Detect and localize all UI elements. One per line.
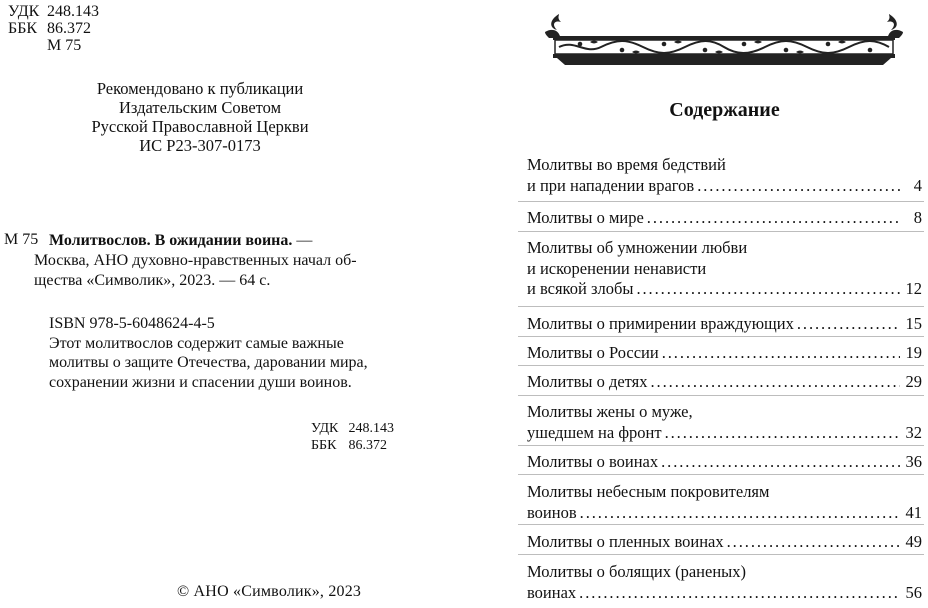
book-title: Молитвослов. В ожидании воина. bbox=[49, 232, 293, 249]
copyright: © АНО «Символик», 2023 bbox=[177, 583, 362, 600]
toc-entry[interactable] bbox=[527, 482, 922, 523]
toc-separator bbox=[518, 474, 924, 475]
toc-entry-label: Молитвы о мире bbox=[527, 208, 644, 227]
toc-entry-label: и при нападении врагов bbox=[527, 175, 695, 195]
author-mark-line: М 75 bbox=[47, 37, 82, 54]
toc-leader-dots bbox=[794, 314, 900, 335]
toc-leader-dots bbox=[576, 583, 900, 604]
toc-entry-label: и всякой злобы bbox=[527, 279, 634, 298]
toc-entry-label: Молитвы о России bbox=[527, 343, 659, 362]
toc-separator bbox=[518, 365, 924, 366]
toc-title: Содержание bbox=[669, 99, 780, 121]
toc-page-number: 8 bbox=[913, 208, 922, 227]
toc-entry[interactable] bbox=[527, 452, 922, 473]
toc-entry-line: Молитвы о болящих (раненых) bbox=[527, 562, 746, 581]
toc-leader-dots bbox=[724, 532, 900, 553]
toc-page-number: 12 bbox=[905, 279, 922, 298]
toc-entry-line: Молитвы во время бедствий bbox=[527, 155, 726, 174]
bbk-line: ББК 86.372 bbox=[8, 20, 91, 37]
bibliographic-citation: М 75 Молитвослов. В ожидании воина. — Москва, АНО духовно-нравственных начал об- щества «Символик», 2023. — 64 с. bbox=[4, 231, 399, 291]
udk-line: УДК 248.143 bbox=[311, 421, 394, 436]
udk-line: УДК 248.143 bbox=[8, 3, 99, 20]
toc-leader-dots bbox=[648, 372, 901, 393]
recommendation-line: Издательским Советом bbox=[118, 98, 282, 117]
toc-separator bbox=[518, 201, 924, 202]
toc-page-number: 29 bbox=[905, 372, 922, 391]
toc-entry[interactable] bbox=[527, 238, 922, 300]
annotation-line: молитвы о защите Отечества, даровании мира, bbox=[49, 354, 368, 371]
isbn: ISBN 978-5-6048624-4-5 bbox=[49, 315, 215, 332]
ornament-header-icon bbox=[545, 12, 903, 66]
toc-entry-line: и искоренении ненависти bbox=[527, 258, 707, 278]
toc-page-number: 32 bbox=[905, 422, 922, 442]
toc-separator bbox=[518, 554, 924, 555]
toc-entry-line: Молитвы об умножении любви bbox=[527, 238, 748, 257]
toc-entry[interactable] bbox=[527, 343, 922, 364]
toc-entry-label: Молитвы о пленных воинах bbox=[527, 532, 724, 551]
toc-entry[interactable] bbox=[527, 314, 922, 335]
citation-line: щества «Символик», 2023. — 64 с. bbox=[34, 272, 271, 289]
annotation-line: сохранении жизни и спасении души воинов. bbox=[49, 373, 352, 391]
toc-separator bbox=[518, 336, 924, 337]
udk-header bbox=[8, 3, 99, 54]
toc-leader-dots bbox=[577, 503, 900, 524]
toc-entry-line: Молитвы жены о муже, bbox=[527, 402, 693, 421]
citation-line: Москва, АНО духовно-нравственных начал об- bbox=[34, 252, 357, 269]
toc-entry[interactable] bbox=[527, 532, 922, 553]
bbk-line: ББК 86.372 bbox=[311, 438, 387, 453]
toc-page-number: 49 bbox=[905, 532, 922, 551]
toc-separator bbox=[518, 395, 924, 396]
toc-entry-label: Молитвы о примирении враждующих bbox=[527, 314, 794, 333]
toc-leader-dots bbox=[694, 176, 900, 197]
recommendation-line: Русской Православной Церкви bbox=[91, 117, 309, 136]
toc-page-number: 15 bbox=[905, 314, 922, 333]
annotation-line: Этот молитвослов содержит самые важные bbox=[49, 334, 344, 352]
toc-page-number: 56 bbox=[905, 582, 922, 602]
toc-entry[interactable] bbox=[527, 155, 922, 196]
toc-page-number: 36 bbox=[905, 452, 922, 471]
isbn-annotation bbox=[49, 314, 399, 392]
toc-entry-label: Молитвы о детях bbox=[527, 372, 648, 391]
toc-separator bbox=[518, 524, 924, 525]
toc-page-number: 4 bbox=[913, 175, 922, 195]
toc-separator bbox=[518, 306, 924, 307]
citation-mark: М 75 bbox=[4, 231, 39, 248]
recommendation-line: Рекомендовано к публикации bbox=[96, 79, 304, 98]
toc-entry-label: Молитвы о воинах bbox=[527, 452, 659, 471]
recommendation-line: ИС Р23-307-0173 bbox=[139, 136, 261, 155]
recommendation-block bbox=[30, 79, 370, 155]
toc-leader-dots bbox=[659, 343, 900, 364]
toc-leader-dots bbox=[658, 452, 900, 473]
toc-entry-label: ушедшем на фронт bbox=[527, 422, 662, 442]
toc-separator bbox=[518, 231, 924, 232]
toc-entry[interactable] bbox=[527, 562, 922, 603]
toc-entry[interactable] bbox=[527, 372, 922, 393]
toc-entry[interactable] bbox=[527, 402, 922, 443]
toc-leader-dots bbox=[644, 208, 900, 229]
toc-leader-dots bbox=[633, 279, 900, 300]
toc-entry-label: воинах bbox=[527, 582, 577, 602]
toc-entry-line: Молитвы небесным покровителям bbox=[527, 482, 770, 501]
toc-entry-label: воинов bbox=[527, 502, 577, 522]
toc-separator bbox=[518, 445, 924, 446]
toc-page-number: 41 bbox=[905, 502, 922, 522]
toc-entry[interactable] bbox=[527, 208, 922, 229]
udk-footer bbox=[311, 420, 399, 454]
toc-page-number: 19 bbox=[905, 343, 922, 362]
toc-leader-dots bbox=[662, 423, 900, 444]
